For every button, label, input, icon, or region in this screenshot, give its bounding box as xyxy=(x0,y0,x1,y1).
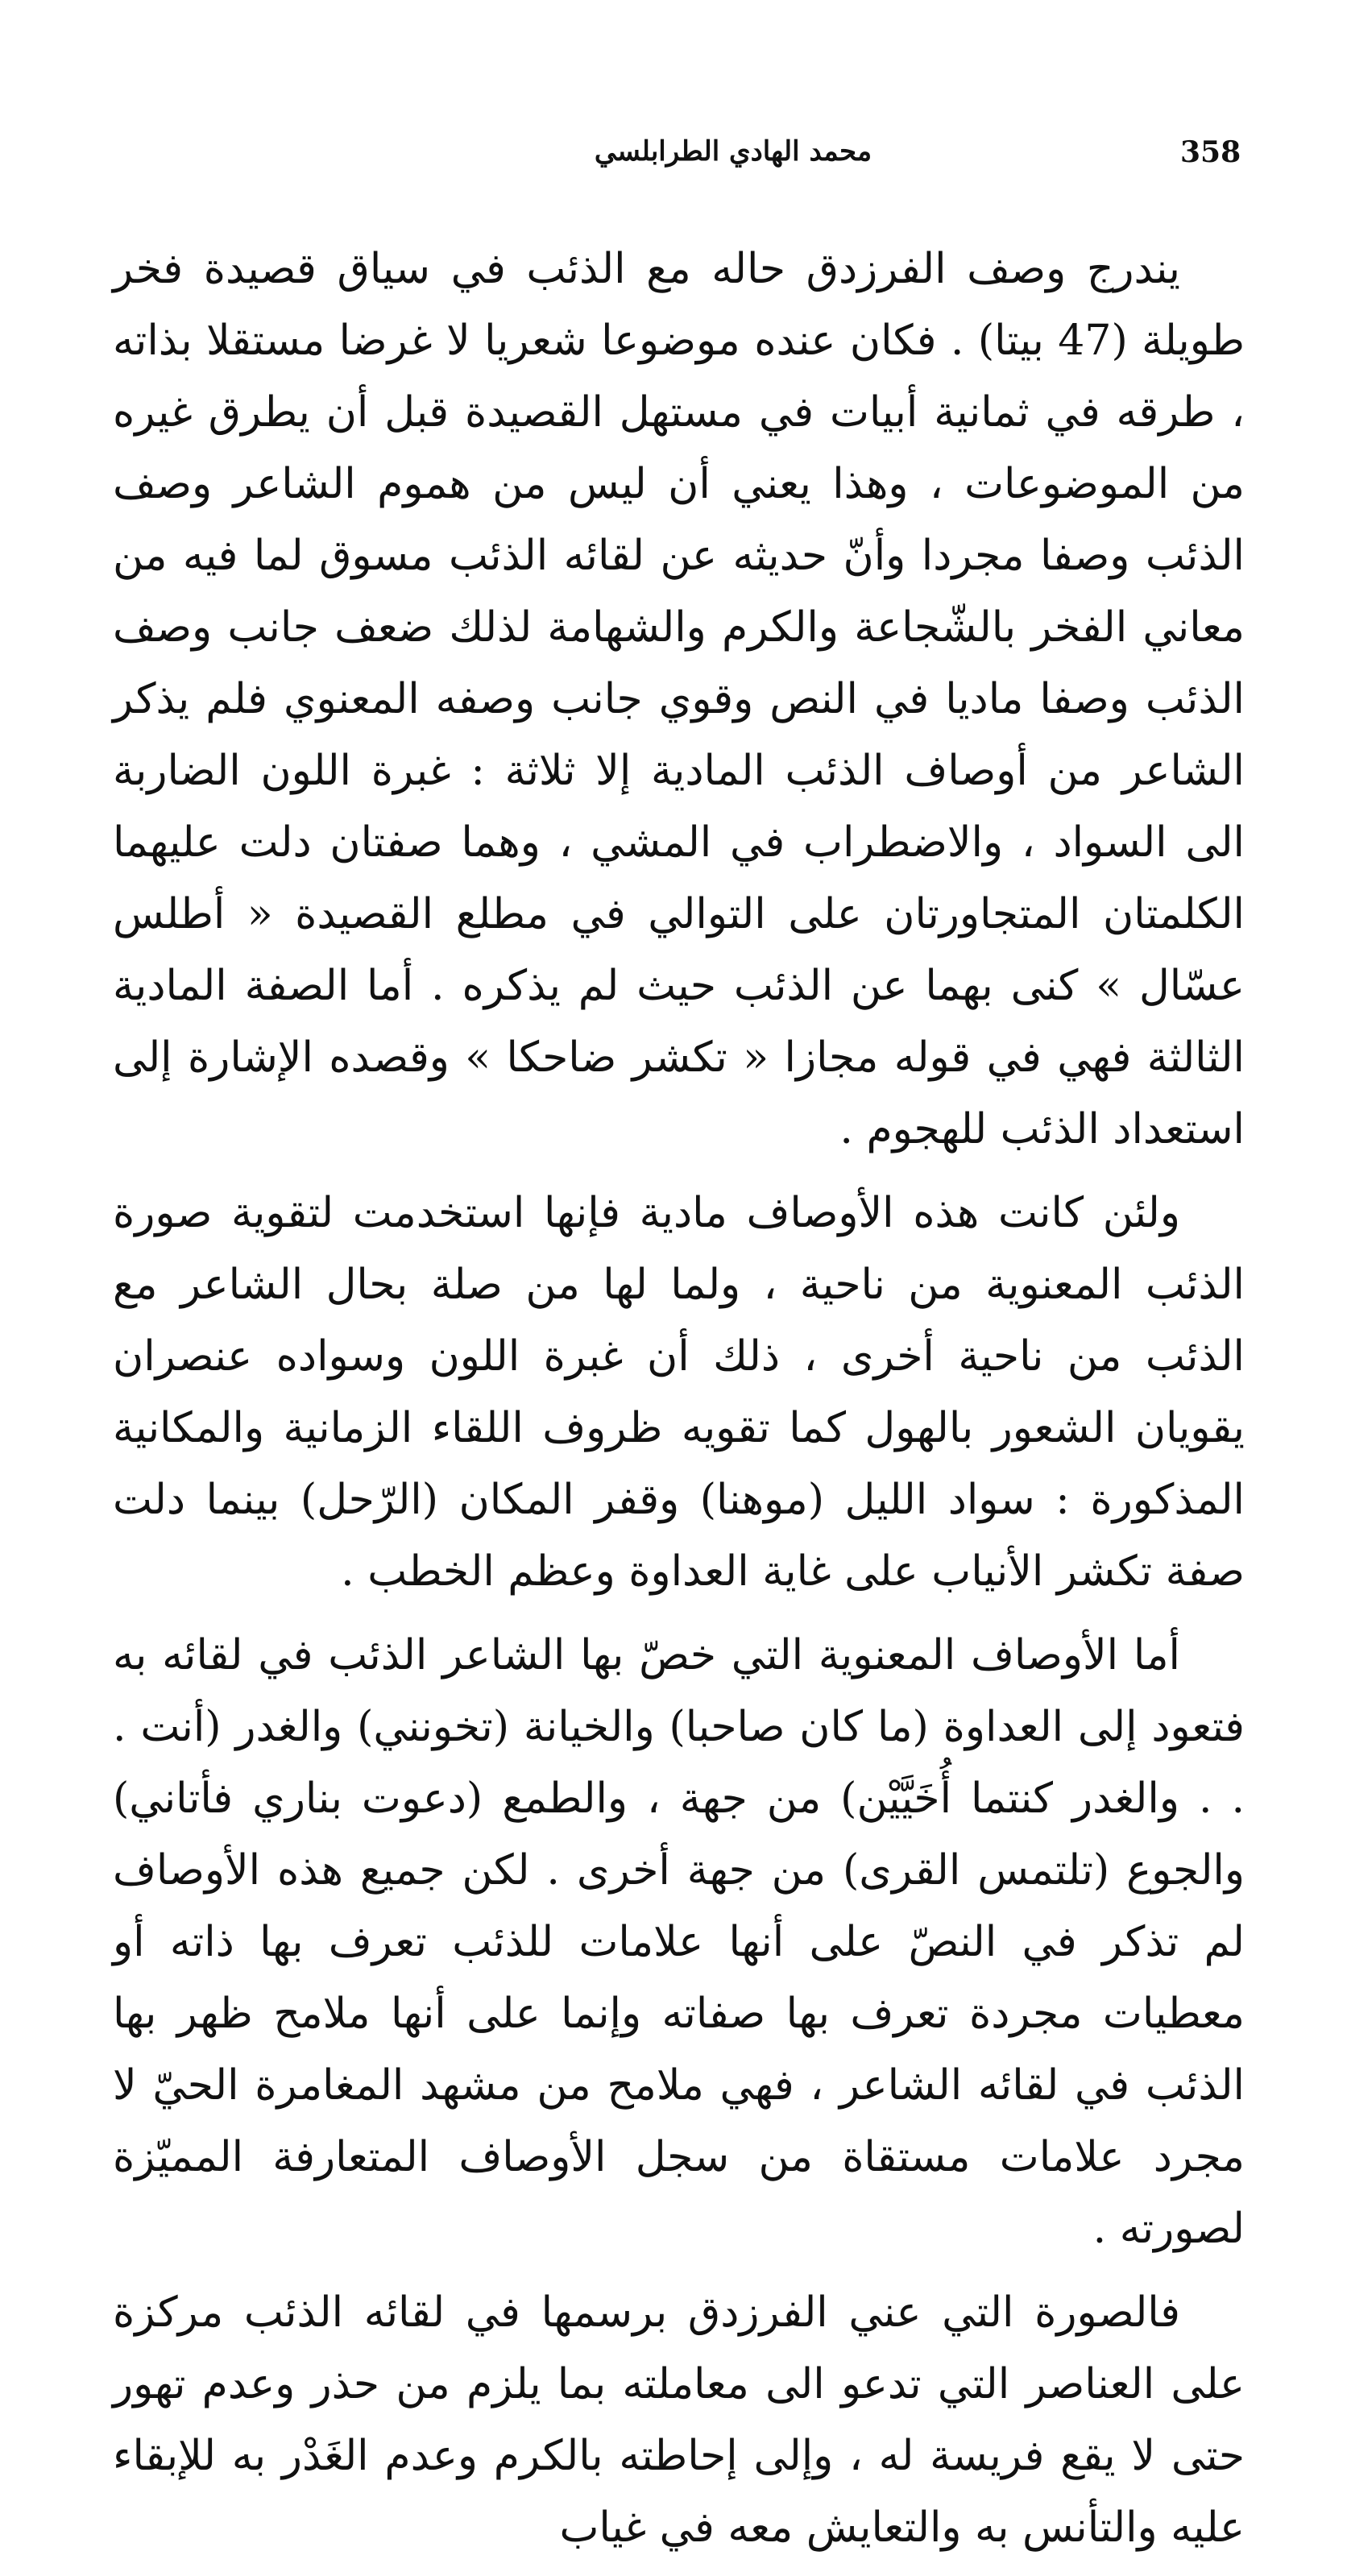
body-text xyxy=(113,234,1245,2576)
paragraph: يندرج وصف الفرزدق حاله مع الذئب في سياق قصيدة فخر طويلة (47 بيتا) . فكان عنده موضوعا شعريا لا غرضا مستقلا بذاته ، طرقه في ثمانية أبيات في مستهل القصيدة قبل أن يطرق غيره من الموضوعات ، وهذا يعني أن ليس من هموم الشاعر وصف الذئب وصفا مجردا وأنّ حديثه عن لقائه الذئب مسوق لما فيه من معاني الفخر بالشّجاعة والكرم والشهامة لذلك ضعف جانب وصف الذئب وصفا ماديا في النص وقوي جانب وصفه المعنوي فلم يذكر الشاعر من أوصاف الذئب المادية إلا ثلاثة : غبرة اللون الضاربة الى السواد ، والاضطراب في المشي ، وهما صفتان دلت عليهما الكلمتان المتجاورتان على التوالي في مطلع القصيدة « أطلس عسّال » كنى بهما عن الذئب حيث لم يذكره . أما الصفة المادية الثالثة فهي في قوله مجازا « تكشر ضاحكا » وقصده الإشارة إلى استعداد الذئب للهجوم . xyxy=(113,245,1245,1153)
page-number: 358 xyxy=(1180,135,1241,169)
paragraph: ولئن كانت هذه الأوصاف مادية فإنها استخدمت لتقوية صورة الذئب المعنوية من ناحية ، ولما لها من صلة بحال الشاعر مع الذئب من ناحية أخرى ، ذلك أن غبرة اللون وسواده عنصران يقويان الشعور بالهول كما تقويه ظروف اللقاء الزمانية والمكانية المذكورة : سواد الليل (موهنا) وقفر المكان (الرّحل) بينما دلت صفة تكشر الأنياب على غاية العداوة وعظم الخطب . xyxy=(113,1189,1245,1596)
paragraph: فالصورة التي عني الفرزدق برسمها في لقائه الذئب مركزة على العناصر التي تدعو الى معاملته بما يلزم من حذر وعدم تهور حتى لا يقع فريسة له ، وإلى إحاطته بالكرم وعدم الغَدْر به للإبقاء عليه والتأنس به والتعايش معه في غياب xyxy=(113,2288,1245,2552)
paragraph: أما الأوصاف المعنوية التي خصّ بها الشاعر الذئب في لقائه به فتعود إلى العداوة (ما كان صاحبا) والخيانة (تخونني) والغدر (أنت . . . والغدر كنتما أُخَيَّيْن) من جهة ، والطمع (دعوت بناري فأتاني) والجوع (تلتمس القرى) من جهة أخرى . لكن جميع هذه الأوصاف لم تذكر في النصّ على أنها علامات للذئب تعرف بها ذاته أو معطيات مجردة تعرف بها صفاته وإنما على أنها ملامح ظهر بها الذئب في لقائه الشاعر ، فهي ملامح من مشهد المغامرة الحيّ لا مجرد علامات مستقاة من سجل الأوصاف المتعارفة المميّزة لصورته . xyxy=(113,1631,1245,2253)
page-header xyxy=(105,135,1249,184)
running-head: محمد الهادي الطرابلسي xyxy=(594,135,872,168)
